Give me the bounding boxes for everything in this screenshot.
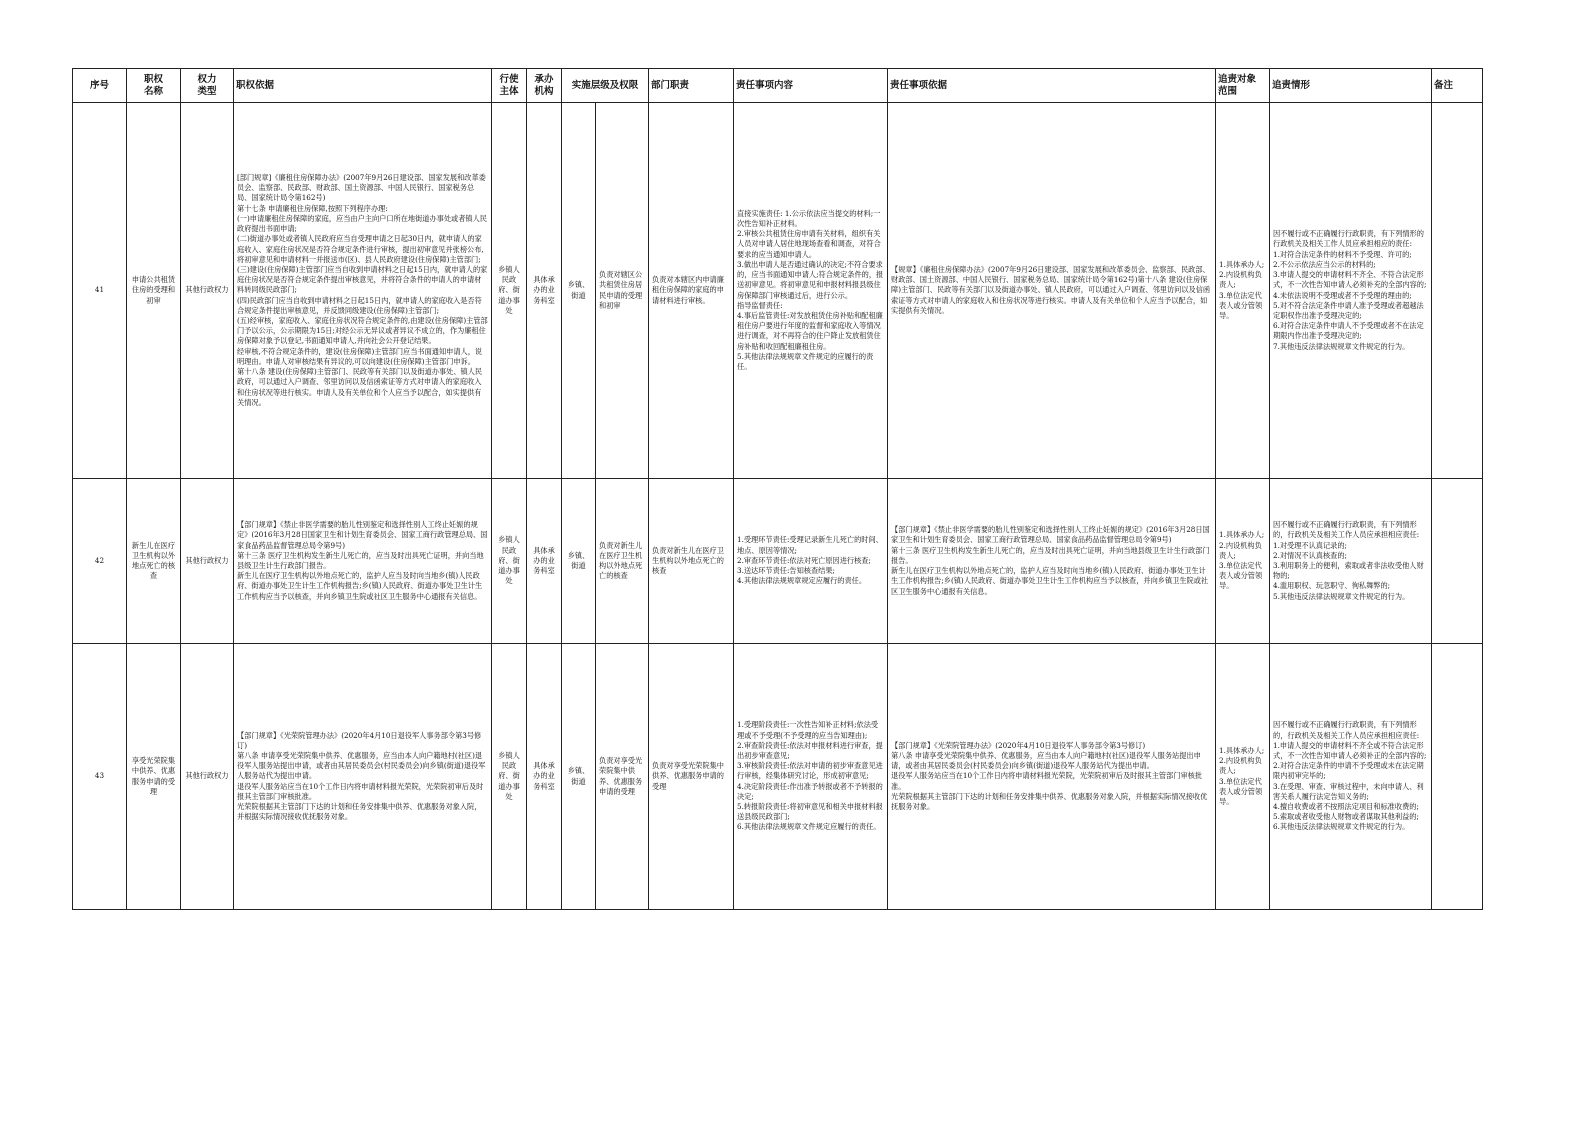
row-level-authority: 负责对辖区公共租赁住房居民申请的受理和初审 <box>596 103 649 479</box>
row-level-authority: 负责对新生儿在医疗卫生机构以外地点死亡的核查 <box>596 479 649 644</box>
row-resp-basis: 【部门规章】《光荣院管理办法》(2020年4月10日退役军人事务部令第3号修订) 第八条 申请享受光荣院集中供养、优惠服务，应当由本人向户籍地村(社区)退役军人服务站提出申请，或者由其居民委员会(村民委员会)向乡镇(街道)退役军人服务站代为提出申请。 退役军人服务站应当在10个工作日内将申请材料报光荣院，光荣院初审后及时报其主管部门审核批准。 光荣院根据其主管部门下达的计划和任务安排集中供养、优惠服务对象入院，并根据实际情况接收优抚服务对象。 <box>888 644 1216 910</box>
row-no: 41 <box>73 103 127 479</box>
row-duty: 负责对本辖区内申请廉租住房保障的家庭的申请材料进行审核。 <box>649 103 734 479</box>
row-level-scope: 乡镇、街道 <box>562 644 596 910</box>
table-row <box>73 644 1483 910</box>
row-name: 享受光荣院集中供养、优惠服务申请的受理 <box>127 644 181 910</box>
responsibility-table <box>72 68 1483 910</box>
row-remark <box>1432 644 1483 910</box>
table-header-row <box>73 69 1483 103</box>
table-row <box>73 479 1483 644</box>
row-cases: 因不履行或不正确履行行政职责，有下列情形的，行政机关及相关工作人员应承担相应责任: 1.申请人提交的申请材料不齐全或不符合法定形式，不一次性告知申请人必须补正的全部内容的; 2.对符合法定条件的申请不予受理或未在法定期限内初审完毕的; 3.在受理、审查、审核过程中，未向申请人、利害关系人履行法定告知义务的; 4.擅自收费或者不按照法定项目和标准收费的; 5.索取或者收受他人财物或者谋取其他利益的; 6.其他违反法律法规规章文件规定的行为。 <box>1270 644 1432 910</box>
row-basis: [部门规章]《廉租住房保障办法》(2007年9月26日建设部、国家发展和改革委员会、监察部、民政部、财政部、国土资源部、中国人民银行、国家税务总局、国家统计局令第162号) 第十七条 申请廉租住房保障,按照下列程序办理: (一)申请廉租住房保障的家庭，应当由户主向户口所在地街道办事处或者镇人民政府提出书面申请; (二)街道办事处或者镇人民政府应当自受理申请之日起30日内，就申请人的家庭收入、家庭住房状况是否符合规定条件进行审核，提出初审意见并张榜公布,将初审意见和申请材料一并报送市(区)、县人民政府建设(住房保障)主管部门; (三)建设(住房保障)主管部门应当自收到申请材料之日起15日内，就申请人的家庭住房状况是否符合规定条件提出审核意见，并将符合条件的申请人的申请材料转同级民政部门; (四)民政部门应当自收到申请材料之日起15日内，就申请人的家庭收入是否符合规定条件提出审核意见，并反馈同级建设(住房保障)主管部门; (五)经审核，家庭收入、家庭住房状况符合规定条件的,由建设(住房保障)主管部门予以公示，公示期限为15日;对经公示无异议或者异议不成立的，作为廉租住房保障对象予以登记,书面通知申请人,并向社会公开登记结果。 经审核,不符合规定条件的，建设(住房保障)主管部门应当书面通知申请人，说明理由。申请人对审核结果有异议的,可以向建设(住房保障)主管部门申诉。 第十八条 建设(住房保障)主管部门、民政等有关部门以及街道办事处、镇人民政府，可以通过入户调查、邻里访问以及信函索证等方式对申请人的家庭收入和住房状况等进行核实。申请人及有关单位和个人应当予以配合，如实提供有关情况。 <box>234 103 492 479</box>
header-resp-basis: 责任事项依据 <box>888 69 1216 103</box>
header-cases: 追责情形 <box>1270 69 1432 103</box>
row-type: 其他行政权力 <box>181 103 234 479</box>
row-type: 其他行政权力 <box>181 479 234 644</box>
header-type: 权力 类型 <box>181 69 234 103</box>
row-scope: 1.具体承办人; 2.内设机构负责人; 3.单位法定代表人或分管领导。 <box>1216 103 1270 479</box>
row-level-scope: 乡镇、街道 <box>562 103 596 479</box>
row-name: 新生儿在医疗卫生机构以外地点死亡的核查 <box>127 479 181 644</box>
row-type: 其他行政权力 <box>181 644 234 910</box>
row-basis: 【部门规章】《禁止非医学需要的胎儿性别鉴定和选择性别人工终止妊娠的规定》(2016年3月28日国家卫生和计划生育委员会、国家工商行政管理总局、国家食品药品监督管理总局令第9号) 第十三条 医疗卫生机构发生新生儿死亡的，应当及时出具死亡证明，并向当地县级卫生计生行政部门报告。 新生儿在医疗卫生机构以外地点死亡的，监护人应当及时向当地乡(镇)人民政府、街道办事处卫生计生工作机构报告;乡(镇)人民政府、街道办事处卫生计生工作机构应当予以核查，并向乡镇卫生院或社区卫生服务中心通报有关信息。 <box>234 479 492 644</box>
header-duty: 部门职责 <box>649 69 734 103</box>
header-org: 承办 机构 <box>527 69 562 103</box>
row-content: 1.受理阶段责任:一次性告知补正材料;依法受理或不予受理(不予受理的应当告知理由); 2.审查阶段责任:依法对申报材料进行审查，提出初步审查意见; 3.审核阶段责任:依法对申请的初步审查意见进行审核，经集体研究讨论，形成初审意见; 4.决定阶段责任:作出准予转报或者不予转报的决定; 5.转报阶段责任:将初审意见和相关申报材料报送县级民政部门; 6.其他法律法规规章文件规定应履行的责任。 <box>734 644 888 910</box>
row-cases: 因不履行或不正确履行行政职责，有下列情形的行政机关及相关工作人员应承担相应的责任: 1.对符合法定条件的材料不予受理、许可的; 2.不公示依法应当公示的材料的; 3.申请人提交的申请材料不齐全、不符合法定形式，不一次性告知申请人必须补充的全部内容的; 4.未依法说明不受理或者不予受理的理由的; 5.对不符合法定条件申请人准予受理或者超越法定职权作出准予受理决定的; 6.对符合法定条件申请人不予受理或者不在法定期限内作出准予受理决定的; 7.其他违反法律法规规章文件规定的行为。 <box>1270 103 1432 479</box>
row-subject: 乡镇人民政府、街道办事处 <box>492 644 527 910</box>
header-name: 职权 名称 <box>127 69 181 103</box>
row-org: 具体承办的业务科室 <box>527 479 562 644</box>
header-remark: 备注 <box>1432 69 1483 103</box>
header-content: 责任事项内容 <box>734 69 888 103</box>
header-scope: 追责对象 范围 <box>1216 69 1270 103</box>
row-cases: 因不履行或不正确履行行政职责，有下列情形的，行政机关及相关工作人员应承担相应责任: 1.对受理不认真记录的; 2.对情况不认真核查的; 3.利用职务上的便利，索取或者非法收受他人财物的; 4.滥用职权、玩忽职守、徇私舞弊的; 5.其他违反法律法规规章文件规定的行为。 <box>1270 479 1432 644</box>
row-duty: 负责对享受光荣院集中供养、优惠服务申请的受理 <box>649 644 734 910</box>
row-content: 1.受理环节责任:受理记录新生儿死亡的时间、地点、原因等情况; 2.审查环节责任:依法对死亡原因进行核查; 3.送达环节责任:告知核查结果; 4.其他法律法规规章规定应履行的责任。 <box>734 479 888 644</box>
row-resp-basis: 【部门规章】《禁止非医学需要的胎儿性别鉴定和选择性别人工终止妊娠的规定》(2016年3月28日国家卫生和计划生育委员会、国家工商行政管理总局、国家食品药品监督管理总局令第9号) 第十三条 医疗卫生机构发生新生儿死亡的，应当及时出具死亡证明，并向当地县级卫生计生行政部门报告。 新生儿在医疗卫生机构以外地点死亡的，监护人应当及时向当地乡(镇)人民政府、街道办事处卫生计生工作机构报告;乡(镇)人民政府、街道办事处卫生计生工作机构应当予以核查，并向乡镇卫生院或社区卫生服务中心通报有关信息。 <box>888 479 1216 644</box>
row-remark <box>1432 103 1483 479</box>
header-basis: 职权依据 <box>234 69 492 103</box>
row-level-scope: 乡镇、街道 <box>562 479 596 644</box>
row-no: 43 <box>73 644 127 910</box>
table-row <box>73 103 1483 479</box>
header-level: 实施层级及权限 <box>562 69 649 103</box>
row-no: 42 <box>73 479 127 644</box>
row-org: 具体承办的业务科室 <box>527 644 562 910</box>
header-subject: 行使 主体 <box>492 69 527 103</box>
row-duty: 负责对新生儿在医疗卫生机构以外地点死亡的核查 <box>649 479 734 644</box>
row-scope: 1.具体承办人; 2.内设机构负责人; 3.单位法定代表人或分管领导。 <box>1216 644 1270 910</box>
row-subject: 乡镇人民政府、街道办事处 <box>492 103 527 479</box>
row-basis: 【部门规章】《光荣院管理办法》(2020年4月10日退役军人事务部令第3号修订) 第八条 申请享受光荣院集中供养、优惠服务，应当由本人向户籍地村(社区)退役军人服务站提出申请，或者由其居民委员会(村民委员会)向乡镇(街道)退役军人服务站代为提出申请。 退役军人服务站应当在10个工作日内将申请材料报光荣院，光荣院初审后及时报其主管部门审核批准。 光荣院根据其主管部门下达的计划和任务安排集中供养、优惠服务对象入院，并根据实际情况接收优抚服务对象。 <box>234 644 492 910</box>
row-level-authority: 负责对享受光荣院集中供养、优惠服务申请的受理 <box>596 644 649 910</box>
header-no: 序号 <box>73 69 127 103</box>
row-org: 具体承办的业务科室 <box>527 103 562 479</box>
row-subject: 乡镇人民政府、街道办事处 <box>492 479 527 644</box>
row-scope: 1.具体承办人; 2.内设机构负责人; 3.单位法定代表人或分管领导。 <box>1216 479 1270 644</box>
row-resp-basis: 【规章】《廉租住房保障办法》(2007年9月26日建设部、国家发展和改革委员会、监察部、民政部、财政部、国土资源部、中国人民银行、国家税务总局、国家统计局令第162号)第十八条 建设(住房保障)主管部门、民政等有关部门以及街道办事处、镇人民政府，可以通过入户调查、邻里访问以及信函索证等方式对申请人的家庭收入和住房状况等进行核实。申请人及有关单位和个人应当予以配合，如实提供有关情况。 <box>888 103 1216 479</box>
row-content: 直接实施责任: 1.公示依法应当提交的材料;一次性告知补正材料。 2.审核公共租赁住房申请有关材料，组织有关人员对申请人居住地现场查看和调查，对符合要求的应当通知申请人。 3.做出申请人是否通过确认的决定;不符合要求的，应当书面通知申请人;符合规定条件的，报送初审意见。将初审意见和申报材料报县级住房保障部门审核通过后，进行公示。 指导监督责任: 4.事后监管责任:对发放租赁住房补贴和配租廉租住房户要进行年度的监督和家庭收入等情况进行调查，对不再符合的住户降止发放租赁住房补贴和收回配租廉租住房。 5.其他法律法规规章文件规定的应履行的责任。 <box>734 103 888 479</box>
row-remark <box>1432 479 1483 644</box>
row-name: 申请公共租赁住房的受理和初审 <box>127 103 181 479</box>
